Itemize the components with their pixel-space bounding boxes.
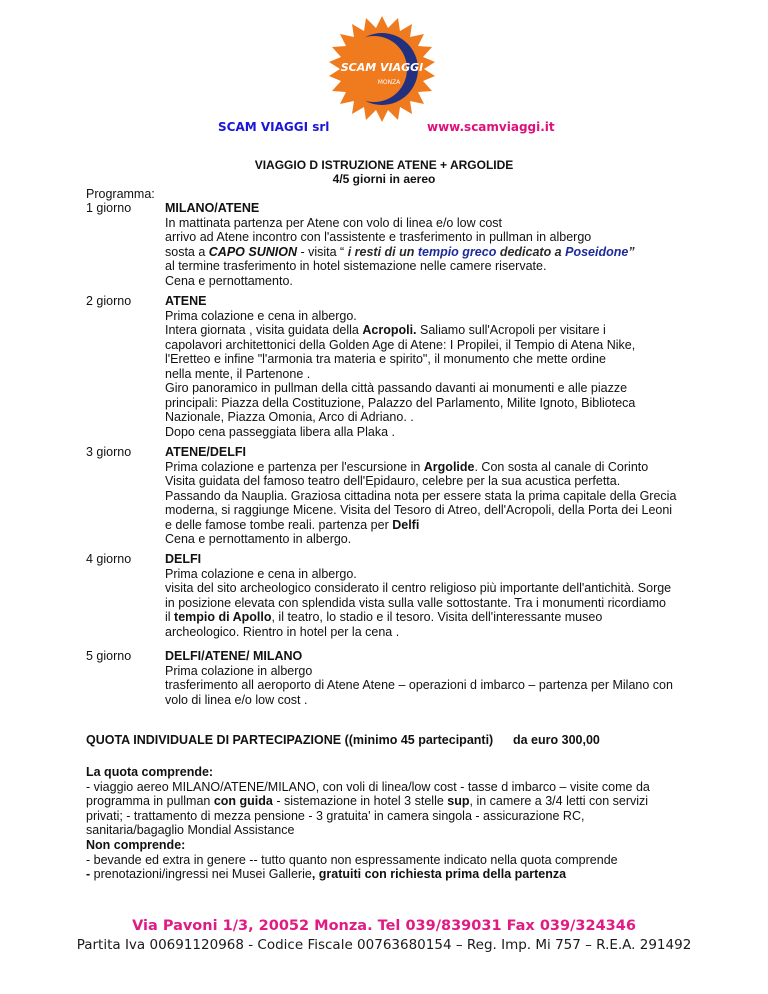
day-4-bold: tempio di Apollo <box>174 610 272 624</box>
day-2-line: nella mente, il Partenone . <box>165 366 311 381</box>
day-4-line: archeologico. Rientro in hotel per la cena . <box>165 624 400 639</box>
day-5-heading: DELFI/ATENE/ MILANO <box>165 649 303 663</box>
company-name: SCAM VIAGGI srl <box>218 120 330 134</box>
day-2-line <box>165 323 725 338</box>
footer-address: Via Pavoni 1/3, 20052 Monza. Tel 039/839031 Fax 039/324346 <box>132 918 636 934</box>
day-2-line: Prima colazione e cena in albergo. <box>165 308 357 323</box>
day-2-line: Dopo cena passeggiata libera alla Plaka . <box>165 424 396 439</box>
day-2-bold: Acropoli. <box>362 323 417 337</box>
sosta-quote-3: dedicato a <box>496 244 566 259</box>
includes-text: programma in pullman <box>86 794 214 808</box>
day-4-text: il <box>165 610 175 624</box>
sosta-place: CAPO SUNION <box>208 244 297 259</box>
day-2-line: Giro panoramico in pullman della città passando davanti ai monumenti e alle piazze <box>165 381 628 395</box>
day-2-line: l'Eretteo e infine "l'armonia tra materia e spirito", il monumento che mette ordine <box>165 352 606 366</box>
day-4-text: , il teatro, lo stadio e il tesoro. Visita dell'interessante museo <box>271 610 603 624</box>
sosta-prefix: sosta a <box>165 244 209 259</box>
day-2-line: Nazionale, Piazza Omonia, Arco di Adriano. . <box>165 410 414 424</box>
day-4-body <box>165 552 725 639</box>
sosta-mid: - visita “ <box>296 244 348 259</box>
day-4-line <box>165 610 725 625</box>
day-3-bold: Argolide <box>423 459 475 474</box>
includes-text: - sistemazione in hotel 3 stelle <box>272 794 448 808</box>
includes-line <box>86 794 696 809</box>
day-2-line: capolavori architettonici della Golden Age di Atene: I Propilei, il Tempio di Atena Nike, <box>165 337 636 352</box>
day-3-text: e delle famose tombe reali. partenza per <box>165 517 393 532</box>
day-5-line: Prima colazione in albergo <box>165 663 313 678</box>
day-4-heading: DELFI <box>165 552 202 566</box>
day-2-text: Intera giornata , visita guidata della <box>165 323 363 337</box>
day-5-body <box>165 649 725 707</box>
logo-text-bottom: MONZA <box>377 79 401 86</box>
day-1-line: Cena e pernottamento. <box>165 273 293 288</box>
excludes-text: prenotazioni/ingressi nei Musei Gallerie <box>93 867 312 881</box>
includes-text: , in camere a 3/4 letti con servizi <box>469 794 649 808</box>
day-1-line: In mattinata partenza per Atene con volo di linea e/o low cost <box>165 215 503 230</box>
excludes-section <box>86 838 696 882</box>
day-2-body <box>165 294 725 439</box>
includes-section <box>86 765 696 838</box>
day-4-line: visita del sito archeologico considerato il centro religioso più importante dell'antichità. Sorge <box>165 581 672 595</box>
program-label: Programma: <box>86 187 155 201</box>
company-website[interactable]: www.scamviaggi.it <box>427 120 555 134</box>
day-1-label: 1 giorno <box>86 201 132 215</box>
day-5-line: trasferimento all aeroporto di Atene Atene – operazioni d imbarco – partenza per Milano con <box>165 678 673 692</box>
company-logo <box>327 14 437 124</box>
includes-heading: La quota comprende: <box>86 765 214 779</box>
day-3-line <box>165 518 725 533</box>
day-2-label: 2 giorno <box>86 294 132 308</box>
day-5-line: volo di linea e/o low cost . <box>165 692 308 707</box>
day-2-text: Saliamo sull'Acropoli per visitare i <box>416 323 606 337</box>
quota-price: da euro 300,00 <box>513 733 600 747</box>
day-2-heading: ATENE <box>165 294 207 308</box>
footer-legal: Partita Iva 00691120968 - Codice Fiscale 00763680154 – Reg. Imp. Mi 757 – R.E.A. 291492 <box>76 937 692 953</box>
day-2-line: principali: Piazza della Costituzione, Palazzo del Parlamento, Milite Ignoto, Biblioteca <box>165 395 636 410</box>
day-3-line: Cena e pernottamento in albergo. <box>165 532 352 546</box>
excludes-bold: - <box>86 867 94 881</box>
day-5-label: 5 giorno <box>86 649 132 663</box>
day-3-line <box>165 460 725 475</box>
includes-line: - viaggio aereo MILANO/ATENE/MILANO, con voli di linea/low cost - tasse d imbarco – visite come da <box>86 779 650 794</box>
day-3-text: Prima colazione e partenza per l'escursione in <box>165 459 424 474</box>
includes-bold: sup <box>447 794 470 808</box>
day-4-line: Prima colazione e cena in albergo. <box>165 566 357 581</box>
includes-line: sanitaria/bagaglio Mondial Assistance <box>86 823 295 837</box>
trip-subtitle: 4/5 giorni in aereo <box>332 172 436 186</box>
includes-line: privati; - trattamento di mezza pensione - 3 gratuita' in camera singola - assicurazione RC, <box>86 808 585 823</box>
excludes-bold: , gratuiti con richiesta prima della partenza <box>311 867 567 881</box>
day-1-body <box>165 201 725 288</box>
trip-title: VIAGGIO D ISTRUZIONE ATENE + ARGOLIDE <box>254 158 514 172</box>
sun-logo-icon <box>327 14 437 124</box>
day-4-line: in posizione elevata con splendida vista sulla valle sottostante. Tra i monumenti ricordiamo <box>165 595 666 610</box>
day-1-line: al termine trasferimento in hotel sistemazione nelle camere riservate. <box>165 259 547 273</box>
day-1-sosta-line <box>165 245 725 260</box>
day-3-heading: ATENE/DELFI <box>165 445 247 459</box>
includes-bold: con guida <box>213 794 273 808</box>
day-3-bold: Delfi <box>392 517 420 532</box>
day-4-label: 4 giorno <box>86 552 132 566</box>
quota-label: QUOTA INDIVIDUALE DI PARTECIPAZIONE ((minimo 45 partecipanti) <box>86 733 494 747</box>
logo-text-top: SCAM VIAGGI <box>340 61 424 74</box>
day-3-text: . Con sosta al canale di Corinto <box>474 459 649 474</box>
day-3-body <box>165 445 725 547</box>
day-1-line: arrivo ad Atene incontro con l'assistente e trasferimento in pullman in albergo <box>165 230 592 244</box>
day-3-line: moderna, si raggiunge Micene. Visita del Tesoro di Atreo, dell'Acropoli, della Porta dei Leoni <box>165 503 673 517</box>
day-3-label: 3 giorno <box>86 445 132 459</box>
day-3-line: Passando da Nauplia. Graziosa cittadina nota per essere stata la prima capitale della Grecia <box>165 488 677 503</box>
excludes-line: - bevande ed extra in genere -- tutto quanto non espressamente indicato nella quota comprende <box>86 852 618 867</box>
sosta-quote-end: ” <box>628 244 635 259</box>
day-1-heading: MILANO/ATENE <box>165 201 260 215</box>
sosta-quote-2: tempio greco <box>417 244 497 259</box>
day-3-line: Visita guidata del famoso teatro dell'Epidauro, celebre per la sua acustica perfetta. <box>165 474 621 488</box>
excludes-heading: Non comprende: <box>86 838 186 852</box>
excludes-line <box>86 867 696 882</box>
sosta-quote-4: Poseidone <box>565 244 629 259</box>
sosta-quote-1: i resti di un <box>347 244 418 259</box>
